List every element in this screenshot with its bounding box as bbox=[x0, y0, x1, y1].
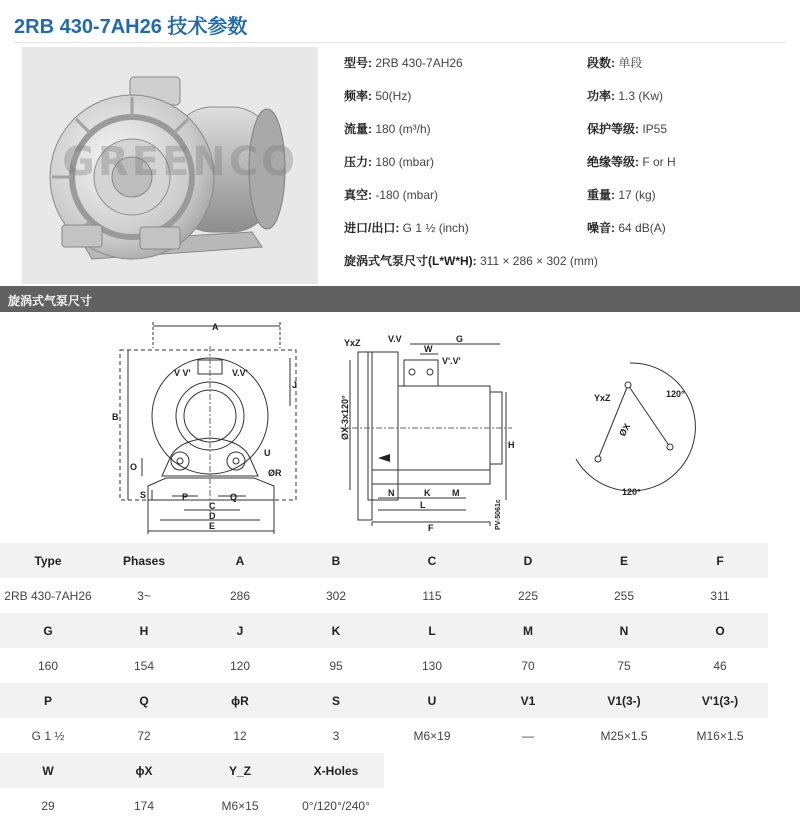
spec-inlet-outlet: 进口/出口: G 1 ½ (inch) bbox=[344, 221, 469, 235]
table-header-cell: W bbox=[0, 753, 96, 788]
table-cell: M25×1.5 bbox=[576, 718, 672, 753]
table-cell: 154 bbox=[96, 648, 192, 683]
table-cell: 160 bbox=[0, 648, 96, 683]
title-divider bbox=[14, 42, 786, 43]
spec-flow: 流量: 180 (m³/h) bbox=[344, 122, 431, 136]
spec-size: 旋涡式气泵尺寸(L*W*H): 311 × 286 × 302 (mm) bbox=[344, 254, 598, 268]
table-header-cell: L bbox=[384, 613, 480, 648]
table-cell bbox=[576, 788, 672, 823]
side-ox-label: ØX-3x120° bbox=[340, 395, 350, 440]
table-header-row bbox=[0, 683, 768, 718]
front-view-drawing bbox=[108, 318, 303, 540]
dim-s-label: S bbox=[140, 490, 147, 500]
table-header-cell: F bbox=[672, 543, 768, 578]
spec-power: 功率: 1.3 (Kw) bbox=[587, 89, 664, 103]
dim-a-label: A bbox=[212, 322, 219, 332]
side-g-label: G bbox=[456, 334, 464, 344]
section-header: 旋涡式气泵尺寸 bbox=[0, 286, 800, 312]
table-header-cell: D bbox=[480, 543, 576, 578]
dim-q-label: Q bbox=[230, 492, 238, 502]
side-n-label: N bbox=[388, 488, 395, 498]
table-cell: 120 bbox=[192, 648, 288, 683]
dim-o-label: O bbox=[130, 462, 138, 472]
spec-noise: 噪音: 64 dB(A) bbox=[587, 221, 666, 235]
table-header-cell: V1(3-) bbox=[576, 683, 672, 718]
table-cell bbox=[384, 788, 480, 823]
table-header-cell: Type bbox=[0, 543, 96, 578]
side-f-label: F bbox=[428, 523, 434, 533]
table-cell: 70 bbox=[480, 648, 576, 683]
table-header-cell: H bbox=[96, 613, 192, 648]
table-header-cell bbox=[672, 753, 768, 788]
dim-p-label: P bbox=[182, 492, 189, 502]
spec-stages: 段数: 单段 bbox=[587, 56, 643, 70]
side-m-label: M bbox=[452, 488, 460, 498]
table-header-cell: ϕX bbox=[96, 753, 192, 788]
table-header-cell: Q bbox=[96, 683, 192, 718]
spec-insulation: 绝缘等级: F or H bbox=[587, 155, 676, 169]
side-vv-label: V.V bbox=[388, 334, 402, 344]
side-l-label: L bbox=[420, 500, 426, 510]
table-cell: 0°/120°/240° bbox=[288, 788, 384, 823]
page-title: 2RB 430-7AH26 技术参数 bbox=[14, 16, 248, 38]
table-header-cell: G bbox=[0, 613, 96, 648]
table-cell: M6×15 bbox=[192, 788, 288, 823]
table-header-cell: ϕR bbox=[192, 683, 288, 718]
table-cell: 115 bbox=[384, 578, 480, 613]
dim-r-label: ØR bbox=[268, 468, 282, 478]
side-k-label: K bbox=[424, 488, 431, 498]
table-row bbox=[0, 788, 768, 823]
table-header-cell: N bbox=[576, 613, 672, 648]
dim-e-label: E bbox=[209, 521, 216, 531]
table-header-cell: K bbox=[288, 613, 384, 648]
table-header-cell: V1 bbox=[480, 683, 576, 718]
dim-j-label: J bbox=[292, 380, 298, 390]
table-cell: 3 bbox=[288, 718, 384, 753]
table-cell bbox=[672, 788, 768, 823]
table-header-cell: S bbox=[288, 683, 384, 718]
side-h-label: H bbox=[508, 440, 515, 450]
table-row bbox=[0, 718, 768, 753]
dim-b-label: B bbox=[112, 412, 119, 422]
table-header-cell bbox=[576, 753, 672, 788]
table-cell: — bbox=[480, 718, 576, 753]
table-cell: 29 bbox=[0, 788, 96, 823]
table-header-cell: E bbox=[576, 543, 672, 578]
dim-vv2-label: V.V' bbox=[232, 368, 248, 378]
spec-frequency: 频率: 50(Hz) bbox=[344, 89, 412, 103]
side-v1v1-label: V'.V' bbox=[442, 356, 461, 366]
table-header-cell: Phases bbox=[96, 543, 192, 578]
dim-vv-label: V V' bbox=[174, 368, 191, 378]
table-header-cell bbox=[384, 753, 480, 788]
table-header-cell: Y_Z bbox=[192, 753, 288, 788]
table-row bbox=[0, 578, 768, 613]
table-header-row bbox=[0, 613, 768, 648]
table-header-cell: C bbox=[384, 543, 480, 578]
flange-drawing bbox=[558, 355, 698, 505]
table-cell: 311 bbox=[672, 578, 768, 613]
flange-angle-top-label: 120° bbox=[666, 389, 685, 399]
table-header-cell bbox=[480, 753, 576, 788]
spec-pressure: 压力: 180 (mbar) bbox=[344, 155, 435, 169]
table-header-cell: O bbox=[672, 613, 768, 648]
spec-weight: 重量: 17 (kg) bbox=[587, 188, 656, 202]
side-code-label: PV-5061c bbox=[495, 499, 502, 530]
table-cell: 130 bbox=[384, 648, 480, 683]
table-cell: M6×19 bbox=[384, 718, 480, 753]
table-cell: 46 bbox=[672, 648, 768, 683]
flange-ox-label: ØX bbox=[617, 421, 633, 438]
dimensions-table bbox=[0, 543, 768, 823]
table-cell: M16×1.5 bbox=[672, 718, 768, 753]
dim-u-label: U bbox=[264, 448, 271, 458]
table-cell: 302 bbox=[288, 578, 384, 613]
table-header-row bbox=[0, 543, 768, 578]
table-header-cell: P bbox=[0, 683, 96, 718]
table-header-cell: X-Holes bbox=[288, 753, 384, 788]
table-header-cell: B bbox=[288, 543, 384, 578]
dim-d-label: D bbox=[209, 511, 216, 521]
table-cell: 255 bbox=[576, 578, 672, 613]
table-cell bbox=[480, 788, 576, 823]
product-image bbox=[22, 47, 318, 284]
table-cell: 95 bbox=[288, 648, 384, 683]
table-cell: 2RB 430-7AH26 bbox=[0, 578, 96, 613]
brand-watermark: GREENCO bbox=[62, 139, 299, 185]
flange-yxz-label: YxZ bbox=[594, 393, 611, 403]
table-header-cell: V'1(3-) bbox=[672, 683, 768, 718]
table-cell: G 1 ½ bbox=[0, 718, 96, 753]
spec-model: 型号: 2RB 430-7AH26 bbox=[344, 56, 463, 70]
side-view-drawing bbox=[340, 330, 518, 540]
table-header-cell: M bbox=[480, 613, 576, 648]
table-cell: 3~ bbox=[96, 578, 192, 613]
table-header-cell: U bbox=[384, 683, 480, 718]
table-cell: 174 bbox=[96, 788, 192, 823]
side-w-label: W bbox=[424, 344, 433, 354]
table-header-row bbox=[0, 753, 768, 788]
dim-c-label: C bbox=[209, 501, 216, 511]
table-cell: 75 bbox=[576, 648, 672, 683]
side-yxz-label: YxZ bbox=[344, 338, 361, 348]
table-header-cell: J bbox=[192, 613, 288, 648]
table-cell: 225 bbox=[480, 578, 576, 613]
table-cell: 72 bbox=[96, 718, 192, 753]
table-cell: 12 bbox=[192, 718, 288, 753]
spec-vacuum: 真空: -180 (mbar) bbox=[344, 188, 439, 202]
table-header-cell: A bbox=[192, 543, 288, 578]
flange-angle-bottom-label: 120° bbox=[622, 487, 641, 497]
table-row bbox=[0, 648, 768, 683]
spec-protection: 保护等级: IP55 bbox=[587, 122, 668, 136]
table-cell: 286 bbox=[192, 578, 288, 613]
